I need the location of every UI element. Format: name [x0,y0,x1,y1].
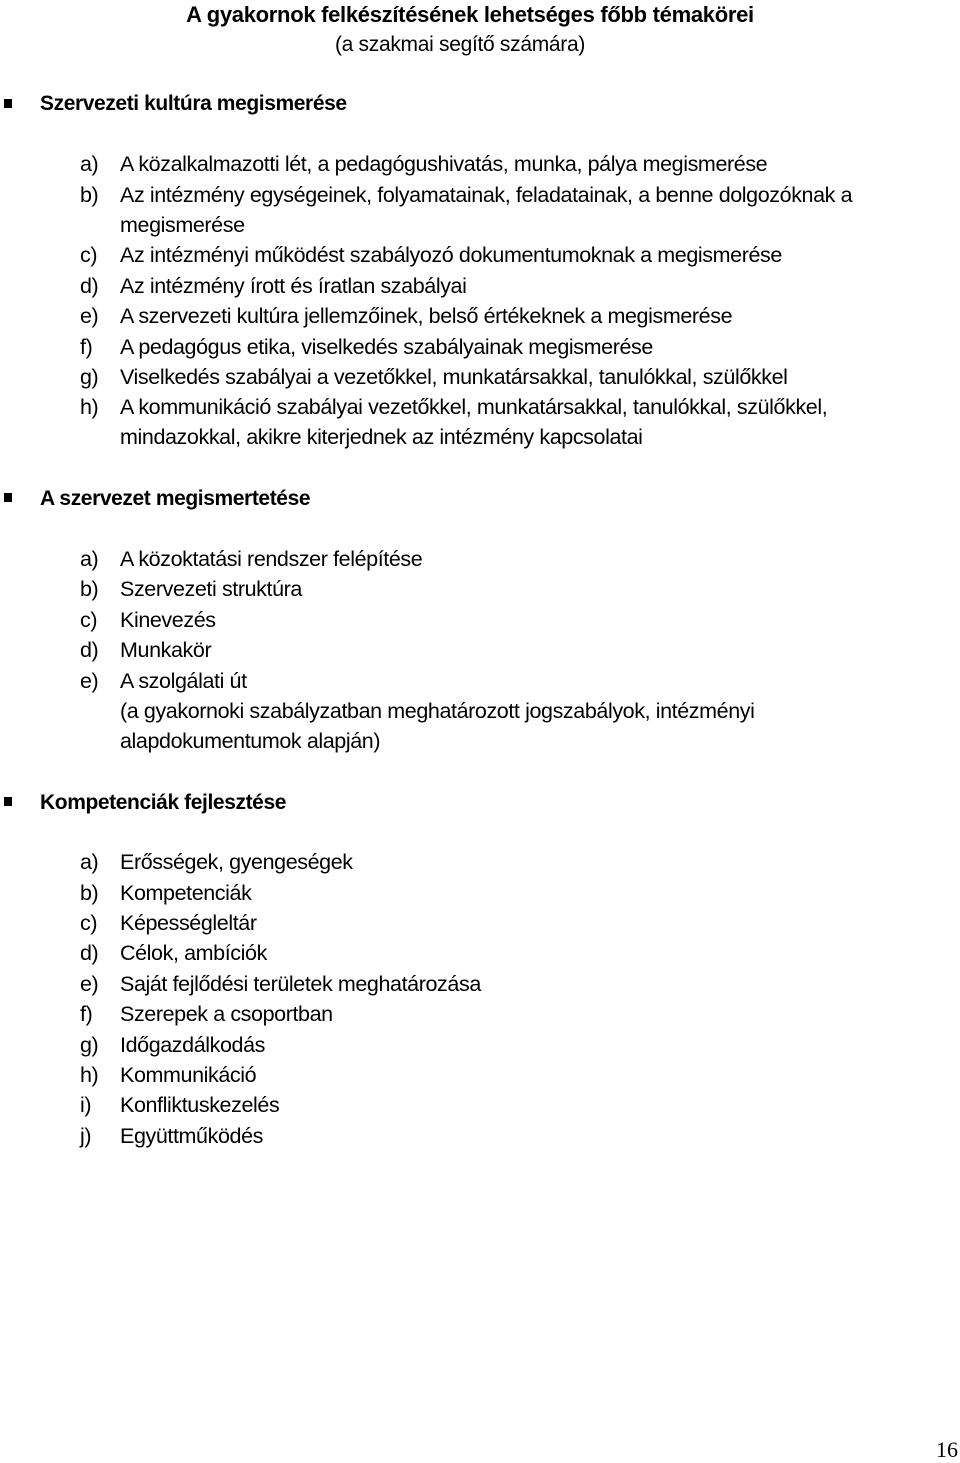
list-item [80,605,880,635]
list-item-text: Együttműködés [120,1124,263,1148]
list-marker: h) [80,1063,99,1087]
list-item [80,1121,880,1151]
list-marker: i) [80,1093,92,1117]
list-marker: b) [80,183,99,207]
list-marker: f) [80,1002,93,1026]
list-item-text: Szerepek a csoportban [120,1002,333,1026]
list-marker: a) [80,152,99,176]
list-item-text: Kommunikáció [120,1063,257,1087]
list-marker: a) [80,547,99,571]
list-marker: c) [80,608,98,632]
list-marker: b) [80,881,99,905]
list-marker: g) [80,365,99,389]
list-marker: j) [80,1124,92,1148]
list-marker: a) [80,850,99,874]
list-marker: e) [80,972,99,996]
list-item-text: Kompetenciák [120,881,252,905]
list-item [80,1030,880,1060]
list-item-text: Célok, ambíciók [120,941,267,965]
list-marker: d) [80,274,99,298]
list-marker: c) [80,911,98,935]
list-item [80,544,880,574]
list-item-text: Konfliktuskezelés [120,1093,280,1117]
list-item [80,908,880,938]
section-heading: A szervezet megismertetése [40,487,311,510]
list-item [80,574,880,604]
list-item [80,362,880,392]
list-item-text: Viselkedés szabályai a vezetőkkel, munkatársakkal, tanulókkal, szülőkkel [120,365,788,389]
list-item-text: Erősségek, gyengeségek [120,850,353,874]
list-item-text: Kinevezés [120,608,216,632]
list-item [80,1060,880,1090]
list-item-text: Időgazdálkodás [120,1033,266,1057]
list-item [80,1090,880,1120]
list-item-note [80,696,880,757]
list-item [80,240,880,270]
list-item-text: A közoktatási rendszer felépítése [120,547,423,571]
list-marker: d) [80,941,99,965]
square-bullet-icon [4,797,12,806]
list-item-text: Képességleltár [120,911,257,935]
section-heading: Szervezeti kultúra megismerése [40,92,347,115]
list-item-text: A szervezeti kultúra jellemzőinek, belső értékeknek a megismerése [120,304,733,328]
list-item [80,635,880,665]
list-item [80,878,880,908]
square-bullet-icon [4,99,12,108]
list-item-text: A kommunikáció szabályai vezetőkkel, munkatársakkal, tanulókkal, szülőkkel, mindazokkal, akikre kiterjednek az intézmény kapcsolatai [120,395,828,450]
list-marker: g) [80,1033,99,1057]
list-item-text: A közalkalmazotti lét, a pedagógushivatás, munka, pálya megismerése [120,152,768,176]
document-subtitle: (a szakmai segítő számára) [334,33,586,56]
list-item [80,938,880,968]
list-item-text: A pedagógus etika, viselkedés szabályainak megismerése [120,335,653,359]
list-item [80,332,880,362]
square-bullet-icon [4,493,12,502]
list-item-text: Szervezeti struktúra [120,577,302,601]
list-item [80,271,880,301]
list-item [80,969,880,999]
list-marker: e) [80,669,99,693]
list-item [80,392,880,453]
list-marker: e) [80,304,99,328]
list-item [80,999,880,1029]
list-item [80,301,880,331]
section-heading: Kompetenciák fejlesztése [40,791,287,814]
list-marker: h) [80,395,99,419]
list-item [80,149,880,179]
list-item-text: Az intézmény egységeinek, folyamatainak, feladatainak, a benne dolgozóknak a megismerése [120,183,853,238]
list-item [80,180,880,241]
list-item-text: Az intézmény írott és íratlan szabályai [120,274,467,298]
list-item [80,666,880,696]
list-item [80,847,880,877]
list-marker: f) [80,335,93,359]
list-item-text: (a gyakornoki szabályzatban meghatározott jogszabályok, intézményi alapdokumentumok alapján) [120,699,755,754]
document-title: A gyakornok felkészítésének lehetséges főbb témakörei [186,2,754,27]
list-item-text: Saját fejlődési területek meghatározása [120,972,481,996]
list-item-text: Az intézményi működést szabályozó dokumentumoknak a megismerése [120,243,782,267]
list-item-text: A szolgálati út [120,669,247,693]
list-marker: d) [80,638,99,662]
list-marker: b) [80,577,99,601]
list-item-text: Munkakör [120,638,212,662]
list-marker: c) [80,243,98,267]
page-number: 16 [936,1437,958,1462]
